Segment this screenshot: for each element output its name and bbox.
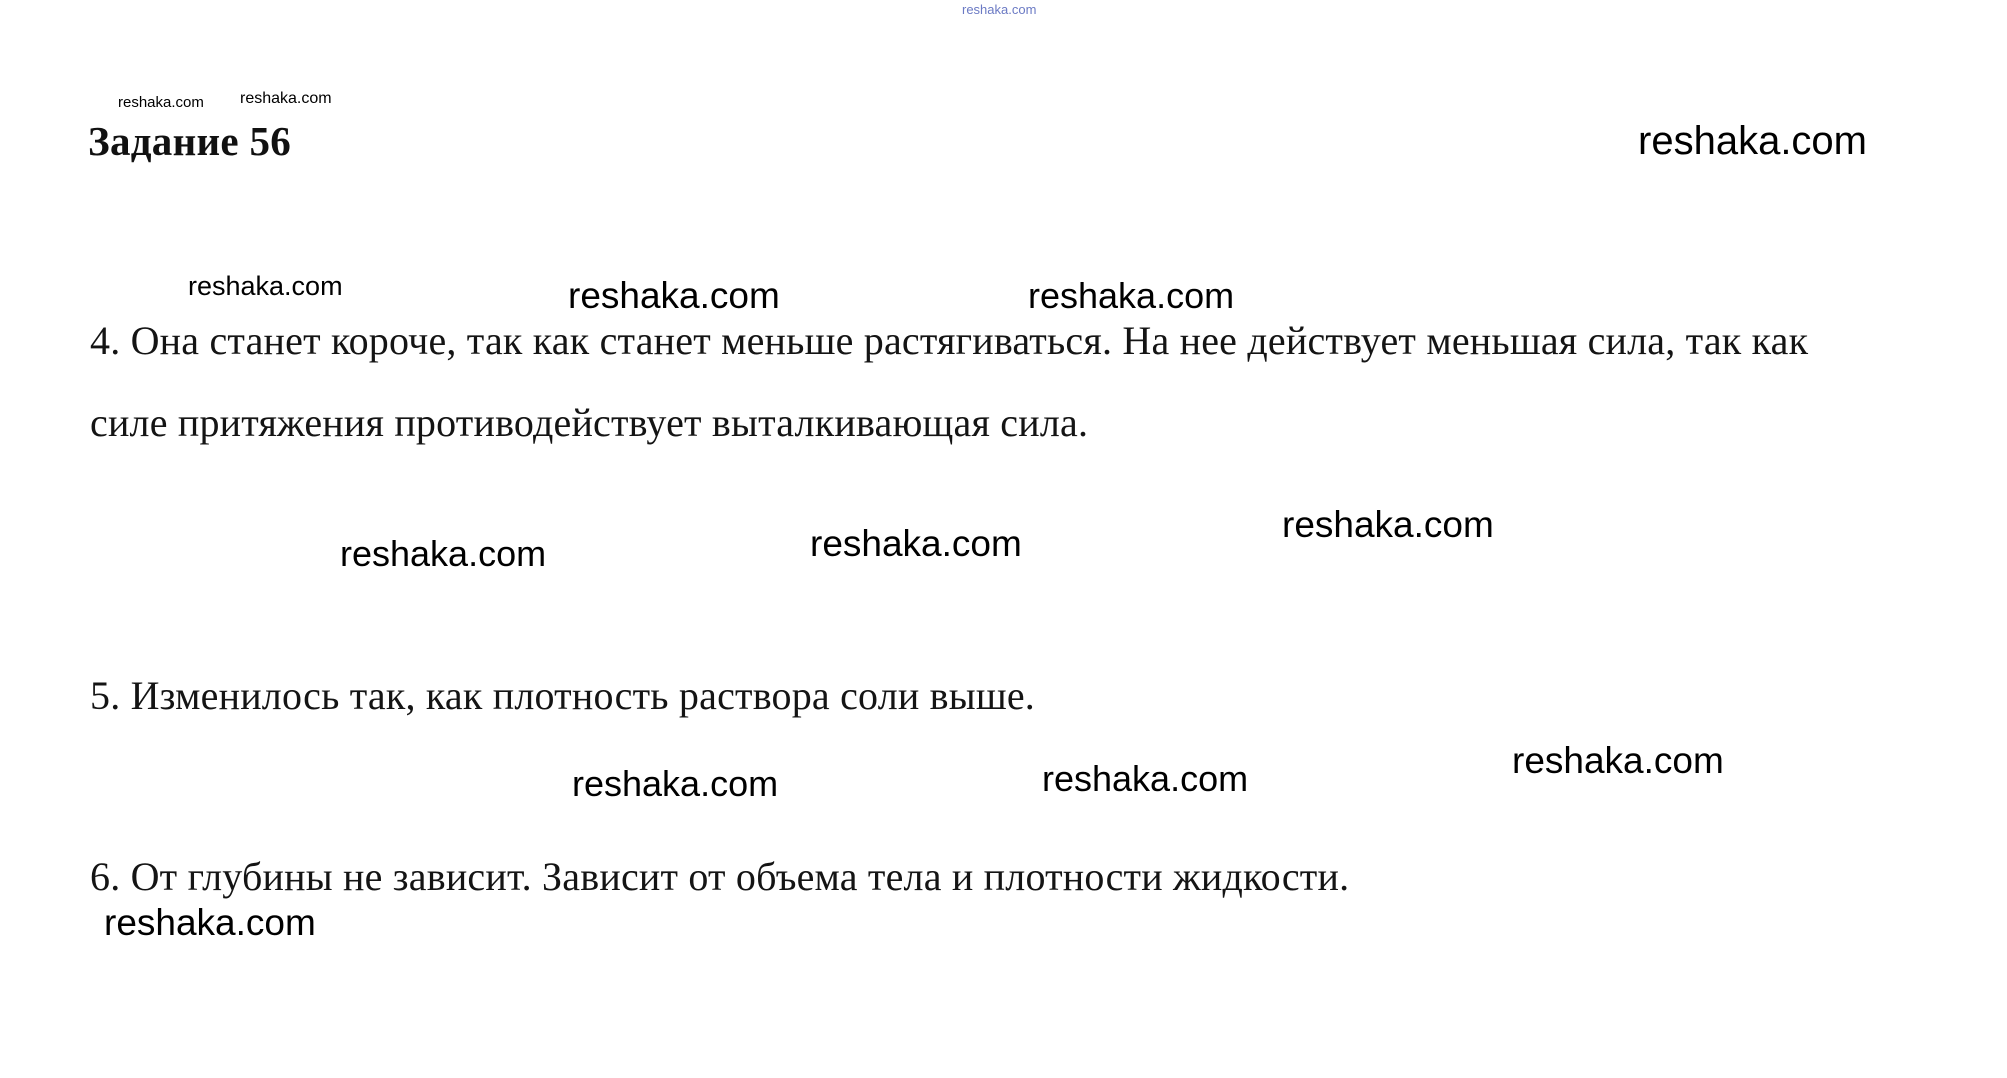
- page-title: Задание 56: [88, 118, 292, 164]
- watermark-8: reshaka.com: [1042, 758, 1249, 799]
- watermark-2: reshaka.com: [568, 275, 780, 316]
- watermark-4: reshaka.com: [1282, 504, 1494, 545]
- answer-paragraph-4: 4. Она станет короче, так как станет меньше растягиваться. На нее действует меньшая сила, так как силе притяжения противодействует выталкивающая сила.: [90, 318, 1809, 445]
- watermark-10: reshaka.com: [104, 902, 316, 943]
- watermark-7: reshaka.com: [1512, 740, 1724, 781]
- watermark-tiny-a: reshaka.com: [118, 94, 204, 111]
- watermark-6: reshaka.com: [340, 533, 547, 574]
- header-brand-text: reshaka.com: [1638, 119, 1867, 163]
- watermark-5: reshaka.com: [810, 523, 1022, 564]
- watermark-9: reshaka.com: [572, 763, 779, 804]
- answer-paragraph-6: 6. От глубины не зависит. Зависит от объема тела и плотности жидкости.: [90, 854, 1350, 899]
- watermark-1: reshaka.com: [188, 271, 343, 301]
- watermark-tiny-b: reshaka.com: [240, 90, 332, 107]
- watermark-3: reshaka.com: [1028, 275, 1235, 316]
- answer-paragraph-5: 5. Изменилось так, как плотность раствора соли выше.: [90, 673, 1035, 718]
- watermark-top: reshaka.com: [962, 2, 1037, 17]
